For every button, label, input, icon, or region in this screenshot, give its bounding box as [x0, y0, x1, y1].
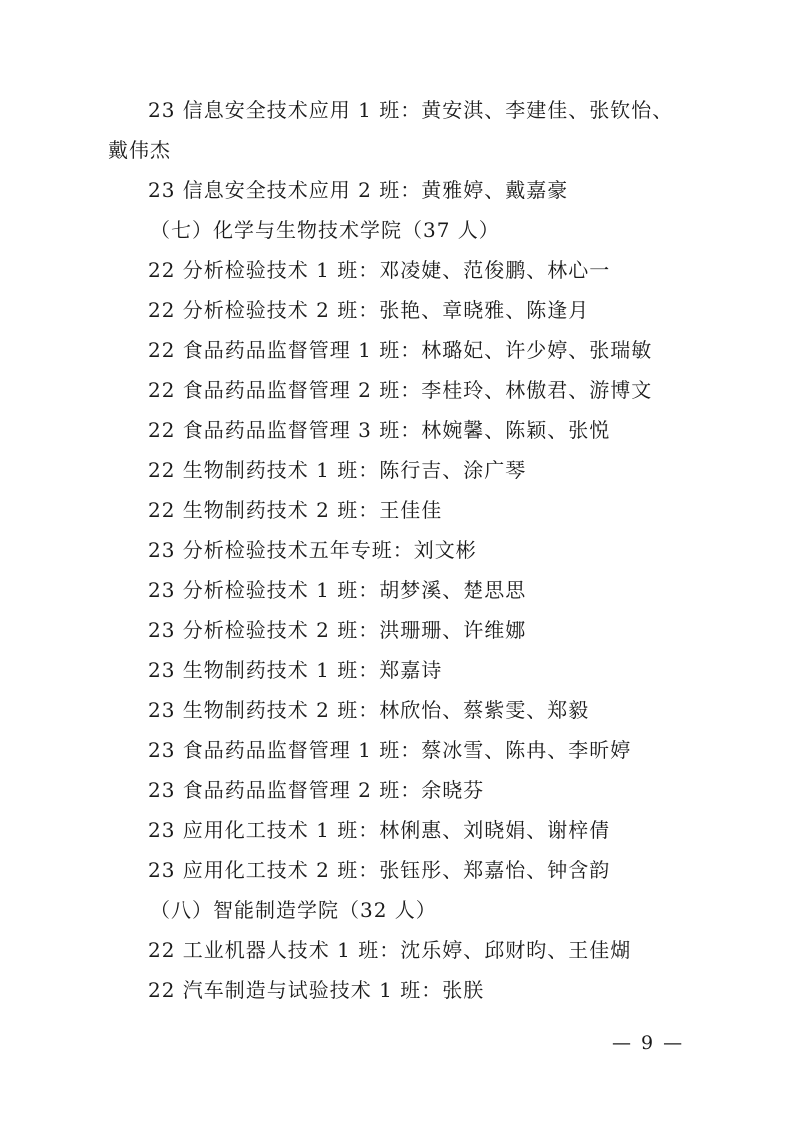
award-list-line: 22 食品药品监督管理 2 班：李桂玲、林傲君、游博文	[148, 378, 653, 402]
award-list-line: 23 生物制药技术 1 班：郑嘉诗	[148, 658, 443, 682]
award-list-line: 23 应用化工技术 2 班：张钰彤、郑嘉怡、钟含韵	[148, 858, 611, 882]
award-list-line: 23 分析检验技术五年专班：刘文彬	[148, 538, 477, 562]
award-list-line: 22 工业机器人技术 1 班：沈乐婷、邱财昀、王佳煳	[148, 938, 632, 962]
award-list-line-continued: 戴伟杰	[108, 138, 171, 162]
award-list-line: 23 食品药品监督管理 1 班：蔡冰雪、陈冉、李昕婷	[148, 738, 632, 762]
award-list-line: 23 分析检验技术 1 班：胡梦溪、楚思思	[148, 578, 527, 602]
award-list-line: 23 信息安全技术应用 1 班：黄安淇、李建佳、张钦怡、	[148, 98, 674, 122]
award-list-line: 22 食品药品监督管理 1 班：林璐妃、许少婷、张瑞敏	[148, 338, 653, 362]
section-heading-intelligent-manufacturing: （八）智能制造学院（32 人）	[150, 898, 437, 922]
award-list-line: 22 生物制药技术 2 班：王佳佳	[148, 498, 443, 522]
award-list-line: 23 生物制药技术 2 班：林欣怡、蔡紫雯、郑毅	[148, 698, 590, 722]
award-list-line: 22 分析检验技术 2 班：张艳、章晓雅、陈逢月	[148, 298, 590, 322]
award-list-line: 23 应用化工技术 1 班：林俐惠、刘晓娟、谢梓倩	[148, 818, 611, 842]
page-number: — 9 —	[612, 1032, 685, 1054]
award-list-line: 22 生物制药技术 1 班：陈行吉、涂广琴	[148, 458, 527, 482]
award-list-line: 23 分析检验技术 2 班：洪珊珊、许维娜	[148, 618, 527, 642]
award-list-line: 22 分析检验技术 1 班：邓凌婕、范俊鹏、林心一	[148, 258, 611, 282]
award-list-line: 23 信息安全技术应用 2 班：黄雅婷、戴嘉豪	[148, 178, 569, 202]
award-list-line: 22 食品药品监督管理 3 班：林婉馨、陈颖、张悦	[148, 418, 611, 442]
section-heading-chemistry-biotech: （七）化学与生物技术学院（37 人）	[150, 218, 500, 242]
award-list-line: 22 汽车制造与试验技术 1 班：张朕	[148, 978, 485, 1002]
award-list-line: 23 食品药品监督管理 2 班：余晓芬	[148, 778, 485, 802]
